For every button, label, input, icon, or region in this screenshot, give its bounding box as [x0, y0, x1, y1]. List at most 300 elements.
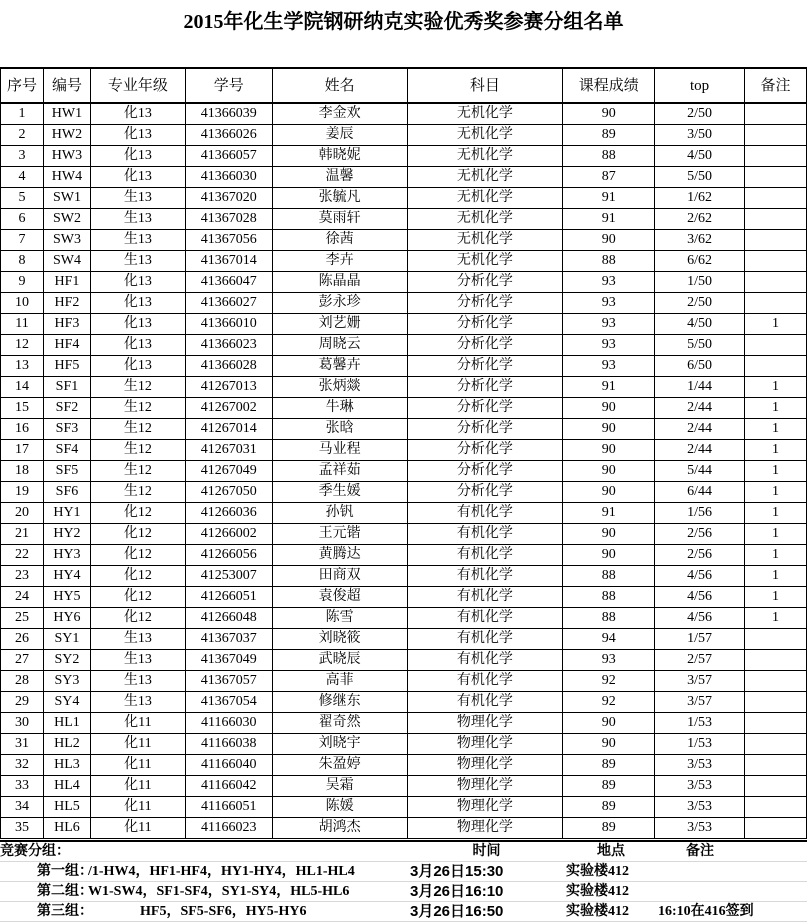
cell-name[interactable]: 田商双 [272, 566, 407, 587]
cell-top[interactable]: 4/56 [655, 587, 745, 608]
cell-index[interactable]: 9 [1, 272, 44, 293]
cell-major[interactable]: 生12 [90, 482, 185, 503]
cell-index[interactable]: 20 [1, 503, 44, 524]
cell-note[interactable]: 1 [745, 419, 807, 440]
cell-subject[interactable]: 分析化学 [407, 398, 563, 419]
cell-code[interactable]: HF4 [43, 335, 90, 356]
cell-top[interactable]: 2/56 [655, 524, 745, 545]
cell-score[interactable]: 91 [563, 188, 655, 209]
cell-student-id[interactable]: 41166040 [185, 755, 272, 776]
cell-name[interactable]: 徐茜 [272, 230, 407, 251]
cell-index[interactable]: 30 [1, 713, 44, 734]
cell-top[interactable]: 5/44 [655, 461, 745, 482]
cell-score[interactable]: 93 [563, 650, 655, 671]
cell-top[interactable]: 3/62 [655, 230, 745, 251]
cell-note[interactable]: 1 [745, 545, 807, 566]
cell-code[interactable]: HL5 [43, 797, 90, 818]
cell-top[interactable]: 6/50 [655, 356, 745, 377]
cell-subject[interactable]: 分析化学 [407, 377, 563, 398]
cell-subject[interactable]: 有机化学 [407, 650, 563, 671]
cell-top[interactable]: 3/57 [655, 692, 745, 713]
cell-name[interactable]: 翟奇然 [272, 713, 407, 734]
cell-student-id[interactable]: 41166051 [185, 797, 272, 818]
cell-index[interactable]: 7 [1, 230, 44, 251]
cell-student-id[interactable]: 41367049 [185, 650, 272, 671]
cell-note[interactable] [745, 692, 807, 713]
cell-code[interactable]: HL4 [43, 776, 90, 797]
cell-score[interactable]: 90 [563, 398, 655, 419]
cell-score[interactable]: 90 [563, 482, 655, 503]
cell-name[interactable]: 孟祥茹 [272, 461, 407, 482]
cell-subject[interactable]: 有机化学 [407, 692, 563, 713]
cell-subject[interactable]: 有机化学 [407, 545, 563, 566]
cell-student-id[interactable]: 41267050 [185, 482, 272, 503]
cell-subject[interactable]: 分析化学 [407, 272, 563, 293]
cell-code[interactable]: SY1 [43, 629, 90, 650]
cell-student-id[interactable]: 41267049 [185, 461, 272, 482]
cell-index[interactable]: 10 [1, 293, 44, 314]
cell-top[interactable]: 1/56 [655, 503, 745, 524]
cell-index[interactable]: 2 [1, 125, 44, 146]
cell-index[interactable]: 5 [1, 188, 44, 209]
cell-score[interactable]: 90 [563, 419, 655, 440]
cell-score[interactable]: 88 [563, 587, 655, 608]
cell-score[interactable]: 89 [563, 125, 655, 146]
cell-top[interactable]: 2/62 [655, 209, 745, 230]
cell-note[interactable] [745, 776, 807, 797]
cell-major[interactable]: 化12 [90, 524, 185, 545]
cell-student-id[interactable]: 41267014 [185, 419, 272, 440]
cell-code[interactable]: SF6 [43, 482, 90, 503]
cell-code[interactable]: HY4 [43, 566, 90, 587]
cell-index[interactable]: 23 [1, 566, 44, 587]
cell-score[interactable]: 89 [563, 755, 655, 776]
cell-name[interactable]: 张毓凡 [272, 188, 407, 209]
cell-score[interactable]: 88 [563, 608, 655, 629]
cell-major[interactable]: 生12 [90, 419, 185, 440]
cell-code[interactable]: HF1 [43, 272, 90, 293]
cell-subject[interactable]: 物理化学 [407, 713, 563, 734]
cell-major[interactable]: 化11 [90, 734, 185, 755]
cell-subject[interactable]: 有机化学 [407, 503, 563, 524]
cell-name[interactable]: 陈晶晶 [272, 272, 407, 293]
cell-subject[interactable]: 分析化学 [407, 335, 563, 356]
cell-code[interactable]: HF5 [43, 356, 90, 377]
cell-student-id[interactable]: 41367020 [185, 188, 272, 209]
cell-top[interactable]: 5/50 [655, 167, 745, 188]
cell-score[interactable]: 91 [563, 377, 655, 398]
cell-student-id[interactable]: 41267031 [185, 440, 272, 461]
cell-code[interactable]: SY3 [43, 671, 90, 692]
cell-score[interactable]: 93 [563, 335, 655, 356]
cell-code[interactable]: SW3 [43, 230, 90, 251]
cell-subject[interactable]: 分析化学 [407, 356, 563, 377]
cell-subject[interactable]: 有机化学 [407, 629, 563, 650]
cell-index[interactable]: 32 [1, 755, 44, 776]
cell-name[interactable]: 王元锴 [272, 524, 407, 545]
cell-top[interactable]: 3/53 [655, 776, 745, 797]
cell-major[interactable]: 生12 [90, 398, 185, 419]
cell-name[interactable]: 韩晓妮 [272, 146, 407, 167]
cell-top[interactable]: 6/62 [655, 251, 745, 272]
cell-score[interactable]: 90 [563, 103, 655, 125]
cell-subject[interactable]: 无机化学 [407, 251, 563, 272]
cell-score[interactable]: 88 [563, 251, 655, 272]
cell-index[interactable]: 12 [1, 335, 44, 356]
cell-top[interactable]: 4/56 [655, 566, 745, 587]
cell-major[interactable]: 化11 [90, 818, 185, 839]
cell-index[interactable]: 3 [1, 146, 44, 167]
cell-student-id[interactable]: 41367014 [185, 251, 272, 272]
cell-subject[interactable]: 有机化学 [407, 524, 563, 545]
cell-note[interactable] [745, 797, 807, 818]
cell-student-id[interactable]: 41366047 [185, 272, 272, 293]
cell-note[interactable] [745, 188, 807, 209]
col-header-name[interactable]: 姓名 [272, 68, 407, 103]
cell-major[interactable]: 化13 [90, 272, 185, 293]
cell-top[interactable]: 5/50 [655, 335, 745, 356]
cell-score[interactable]: 90 [563, 230, 655, 251]
cell-major[interactable]: 生12 [90, 461, 185, 482]
cell-student-id[interactable]: 41367037 [185, 629, 272, 650]
cell-subject[interactable]: 无机化学 [407, 146, 563, 167]
cell-score[interactable]: 94 [563, 629, 655, 650]
cell-note[interactable]: 1 [745, 503, 807, 524]
cell-index[interactable]: 4 [1, 167, 44, 188]
cell-code[interactable]: SF3 [43, 419, 90, 440]
cell-top[interactable]: 3/53 [655, 797, 745, 818]
cell-code[interactable]: SY4 [43, 692, 90, 713]
cell-top[interactable]: 1/50 [655, 272, 745, 293]
cell-index[interactable]: 1 [1, 103, 44, 125]
cell-score[interactable]: 89 [563, 818, 655, 839]
cell-subject[interactable]: 无机化学 [407, 209, 563, 230]
cell-subject[interactable]: 无机化学 [407, 188, 563, 209]
cell-top[interactable]: 2/56 [655, 545, 745, 566]
cell-name[interactable]: 陈雪 [272, 608, 407, 629]
cell-student-id[interactable]: 41366026 [185, 125, 272, 146]
cell-name[interactable]: 高菲 [272, 671, 407, 692]
cell-subject[interactable]: 分析化学 [407, 482, 563, 503]
cell-student-id[interactable]: 41366039 [185, 103, 272, 125]
cell-score[interactable]: 90 [563, 524, 655, 545]
cell-note[interactable]: 1 [745, 461, 807, 482]
cell-subject[interactable]: 分析化学 [407, 461, 563, 482]
cell-student-id[interactable]: 41166030 [185, 713, 272, 734]
cell-student-id[interactable]: 41266048 [185, 608, 272, 629]
cell-student-id[interactable]: 41366030 [185, 167, 272, 188]
cell-major[interactable]: 化12 [90, 566, 185, 587]
cell-top[interactable]: 2/44 [655, 398, 745, 419]
col-header-score[interactable]: 课程成绩 [563, 68, 655, 103]
cell-major[interactable]: 生12 [90, 377, 185, 398]
cell-subject[interactable]: 物理化学 [407, 755, 563, 776]
cell-note[interactable] [745, 167, 807, 188]
cell-code[interactable]: HW3 [43, 146, 90, 167]
cell-major[interactable]: 生13 [90, 251, 185, 272]
cell-top[interactable]: 1/44 [655, 377, 745, 398]
cell-top[interactable]: 4/50 [655, 146, 745, 167]
cell-student-id[interactable]: 41367054 [185, 692, 272, 713]
cell-major[interactable]: 化13 [90, 125, 185, 146]
cell-major[interactable]: 生13 [90, 671, 185, 692]
cell-note[interactable]: 1 [745, 524, 807, 545]
cell-name[interactable]: 姜辰 [272, 125, 407, 146]
cell-name[interactable]: 刘晓筱 [272, 629, 407, 650]
cell-code[interactable]: HY1 [43, 503, 90, 524]
cell-note[interactable] [745, 755, 807, 776]
cell-major[interactable]: 化13 [90, 314, 185, 335]
cell-index[interactable]: 25 [1, 608, 44, 629]
cell-subject[interactable]: 无机化学 [407, 230, 563, 251]
cell-index[interactable]: 18 [1, 461, 44, 482]
cell-major[interactable]: 生13 [90, 650, 185, 671]
cell-note[interactable] [745, 251, 807, 272]
cell-student-id[interactable]: 41367056 [185, 230, 272, 251]
cell-code[interactable]: HL3 [43, 755, 90, 776]
cell-student-id[interactable]: 41266002 [185, 524, 272, 545]
cell-note[interactable] [745, 146, 807, 167]
cell-index[interactable]: 11 [1, 314, 44, 335]
cell-subject[interactable]: 分析化学 [407, 419, 563, 440]
cell-student-id[interactable]: 41367028 [185, 209, 272, 230]
cell-major[interactable]: 化11 [90, 713, 185, 734]
cell-code[interactable]: SF5 [43, 461, 90, 482]
cell-code[interactable]: HW2 [43, 125, 90, 146]
cell-index[interactable]: 29 [1, 692, 44, 713]
cell-code[interactable]: SF1 [43, 377, 90, 398]
cell-major[interactable]: 化11 [90, 755, 185, 776]
cell-name[interactable]: 刘晓宇 [272, 734, 407, 755]
cell-student-id[interactable]: 41366023 [185, 335, 272, 356]
cell-name[interactable]: 刘艺姗 [272, 314, 407, 335]
cell-subject[interactable]: 分析化学 [407, 440, 563, 461]
cell-subject[interactable]: 有机化学 [407, 608, 563, 629]
cell-top[interactable]: 1/57 [655, 629, 745, 650]
cell-top[interactable]: 6/44 [655, 482, 745, 503]
cell-name[interactable]: 吴霜 [272, 776, 407, 797]
cell-name[interactable]: 黄腾达 [272, 545, 407, 566]
cell-note[interactable] [745, 335, 807, 356]
cell-top[interactable]: 3/53 [655, 818, 745, 839]
cell-note[interactable] [745, 671, 807, 692]
cell-top[interactable]: 3/53 [655, 755, 745, 776]
cell-subject[interactable]: 分析化学 [407, 293, 563, 314]
cell-student-id[interactable]: 41166023 [185, 818, 272, 839]
cell-score[interactable]: 90 [563, 461, 655, 482]
cell-major[interactable]: 化13 [90, 356, 185, 377]
cell-index[interactable]: 34 [1, 797, 44, 818]
cell-name[interactable]: 修继东 [272, 692, 407, 713]
cell-code[interactable]: HL2 [43, 734, 90, 755]
cell-score[interactable]: 89 [563, 776, 655, 797]
cell-major[interactable]: 生12 [90, 440, 185, 461]
cell-code[interactable]: HL6 [43, 818, 90, 839]
cell-subject[interactable]: 无机化学 [407, 103, 563, 125]
cell-subject[interactable]: 无机化学 [407, 167, 563, 188]
cell-major[interactable]: 生13 [90, 188, 185, 209]
cell-student-id[interactable]: 41367057 [185, 671, 272, 692]
cell-major[interactable]: 化13 [90, 293, 185, 314]
cell-name[interactable]: 张炳燚 [272, 377, 407, 398]
cell-top[interactable]: 2/44 [655, 419, 745, 440]
cell-subject[interactable]: 无机化学 [407, 125, 563, 146]
cell-name[interactable]: 彭永珍 [272, 293, 407, 314]
cell-index[interactable]: 35 [1, 818, 44, 839]
cell-code[interactable]: HF2 [43, 293, 90, 314]
col-header-top[interactable]: top [655, 68, 745, 103]
cell-score[interactable]: 91 [563, 503, 655, 524]
cell-name[interactable]: 陈媛 [272, 797, 407, 818]
cell-score[interactable]: 92 [563, 671, 655, 692]
col-header-note[interactable]: 备注 [745, 68, 807, 103]
cell-note[interactable] [745, 629, 807, 650]
cell-code[interactable]: SY2 [43, 650, 90, 671]
cell-name[interactable]: 温馨 [272, 167, 407, 188]
cell-student-id[interactable]: 41366010 [185, 314, 272, 335]
cell-top[interactable]: 4/50 [655, 314, 745, 335]
cell-code[interactable]: HY6 [43, 608, 90, 629]
cell-index[interactable]: 15 [1, 398, 44, 419]
cell-top[interactable]: 2/50 [655, 103, 745, 125]
cell-code[interactable]: SF4 [43, 440, 90, 461]
cell-score[interactable]: 90 [563, 545, 655, 566]
cell-student-id[interactable]: 41166042 [185, 776, 272, 797]
cell-score[interactable]: 88 [563, 566, 655, 587]
cell-major[interactable]: 化11 [90, 776, 185, 797]
col-header-student-id[interactable]: 学号 [185, 68, 272, 103]
cell-code[interactable]: SW4 [43, 251, 90, 272]
cell-note[interactable] [745, 230, 807, 251]
cell-subject[interactable]: 物理化学 [407, 797, 563, 818]
cell-note[interactable]: 1 [745, 608, 807, 629]
cell-index[interactable]: 24 [1, 587, 44, 608]
cell-subject[interactable]: 有机化学 [407, 671, 563, 692]
cell-code[interactable]: HY2 [43, 524, 90, 545]
cell-student-id[interactable]: 41253007 [185, 566, 272, 587]
cell-note[interactable]: 1 [745, 587, 807, 608]
cell-index[interactable]: 16 [1, 419, 44, 440]
cell-code[interactable]: HW4 [43, 167, 90, 188]
col-header-subject[interactable]: 科目 [407, 68, 563, 103]
cell-score[interactable]: 89 [563, 797, 655, 818]
cell-score[interactable]: 87 [563, 167, 655, 188]
cell-score[interactable]: 93 [563, 356, 655, 377]
cell-top[interactable]: 4/56 [655, 608, 745, 629]
cell-major[interactable]: 化12 [90, 587, 185, 608]
cell-top[interactable]: 2/44 [655, 440, 745, 461]
cell-top[interactable]: 2/50 [655, 293, 745, 314]
cell-code[interactable]: HY3 [43, 545, 90, 566]
cell-name[interactable]: 张晗 [272, 419, 407, 440]
cell-student-id[interactable]: 41266051 [185, 587, 272, 608]
cell-score[interactable]: 93 [563, 272, 655, 293]
cell-subject[interactable]: 物理化学 [407, 776, 563, 797]
cell-note[interactable] [745, 818, 807, 839]
cell-note[interactable] [745, 209, 807, 230]
cell-note[interactable]: 1 [745, 440, 807, 461]
cell-top[interactable]: 1/53 [655, 713, 745, 734]
cell-student-id[interactable]: 41266036 [185, 503, 272, 524]
cell-major[interactable]: 生13 [90, 230, 185, 251]
cell-subject[interactable]: 有机化学 [407, 587, 563, 608]
cell-student-id[interactable]: 41267002 [185, 398, 272, 419]
cell-index[interactable]: 14 [1, 377, 44, 398]
cell-note[interactable] [745, 713, 807, 734]
cell-name[interactable]: 孙钒 [272, 503, 407, 524]
cell-note[interactable] [745, 356, 807, 377]
cell-score[interactable]: 88 [563, 146, 655, 167]
cell-code[interactable]: HL1 [43, 713, 90, 734]
cell-student-id[interactable]: 41366057 [185, 146, 272, 167]
cell-subject[interactable]: 物理化学 [407, 734, 563, 755]
cell-score[interactable]: 91 [563, 209, 655, 230]
cell-index[interactable]: 33 [1, 776, 44, 797]
cell-major[interactable]: 生13 [90, 692, 185, 713]
col-header-major[interactable]: 专业年级 [90, 68, 185, 103]
cell-index[interactable]: 21 [1, 524, 44, 545]
cell-note[interactable] [745, 734, 807, 755]
cell-note[interactable]: 1 [745, 314, 807, 335]
cell-student-id[interactable]: 41366027 [185, 293, 272, 314]
cell-score[interactable]: 93 [563, 293, 655, 314]
cell-top[interactable]: 1/53 [655, 734, 745, 755]
cell-note[interactable]: 1 [745, 566, 807, 587]
cell-index[interactable]: 17 [1, 440, 44, 461]
cell-name[interactable]: 武晓辰 [272, 650, 407, 671]
cell-note[interactable] [745, 650, 807, 671]
cell-major[interactable]: 生13 [90, 209, 185, 230]
cell-score[interactable]: 90 [563, 734, 655, 755]
cell-code[interactable]: SW1 [43, 188, 90, 209]
cell-index[interactable]: 26 [1, 629, 44, 650]
cell-note[interactable] [745, 293, 807, 314]
cell-name[interactable]: 周晓云 [272, 335, 407, 356]
cell-note[interactable] [745, 272, 807, 293]
col-header-code[interactable]: 编号 [43, 68, 90, 103]
cell-student-id[interactable]: 41266056 [185, 545, 272, 566]
cell-subject[interactable]: 分析化学 [407, 314, 563, 335]
cell-index[interactable]: 27 [1, 650, 44, 671]
cell-top[interactable]: 1/62 [655, 188, 745, 209]
cell-subject[interactable]: 有机化学 [407, 566, 563, 587]
cell-code[interactable]: HY5 [43, 587, 90, 608]
cell-score[interactable]: 92 [563, 692, 655, 713]
cell-major[interactable]: 化11 [90, 797, 185, 818]
cell-name[interactable]: 袁俊超 [272, 587, 407, 608]
cell-name[interactable]: 季生媛 [272, 482, 407, 503]
cell-code[interactable]: HF3 [43, 314, 90, 335]
cell-major[interactable]: 化13 [90, 146, 185, 167]
cell-code[interactable]: SF2 [43, 398, 90, 419]
cell-major[interactable]: 生13 [90, 629, 185, 650]
cell-name[interactable]: 牛琳 [272, 398, 407, 419]
cell-note[interactable] [745, 125, 807, 146]
cell-index[interactable]: 19 [1, 482, 44, 503]
cell-note[interactable] [745, 103, 807, 125]
cell-top[interactable]: 3/50 [655, 125, 745, 146]
cell-note[interactable]: 1 [745, 377, 807, 398]
cell-student-id[interactable]: 41166038 [185, 734, 272, 755]
cell-name[interactable]: 胡鸿杰 [272, 818, 407, 839]
col-header-index[interactable]: 序号 [1, 68, 44, 103]
cell-index[interactable]: 28 [1, 671, 44, 692]
cell-major[interactable]: 化12 [90, 503, 185, 524]
cell-index[interactable]: 8 [1, 251, 44, 272]
cell-name[interactable]: 莫雨轩 [272, 209, 407, 230]
cell-major[interactable]: 化13 [90, 167, 185, 188]
cell-score[interactable]: 90 [563, 440, 655, 461]
